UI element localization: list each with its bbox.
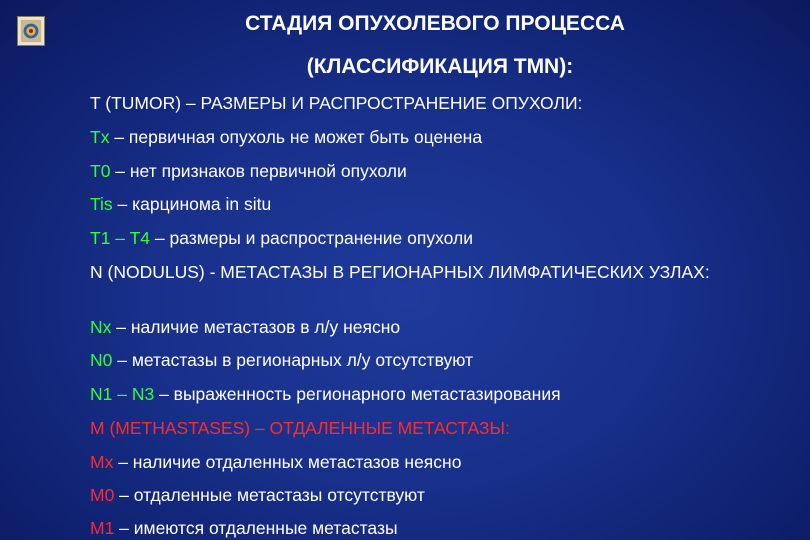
section-heading-n [90, 262, 770, 282]
item-text: – первичная опухоль не может быть оценена [109, 127, 483, 147]
item-text: – карцинома in situ [112, 194, 272, 214]
list-item-nx [90, 317, 780, 337]
section-heading-t [90, 93, 780, 113]
page-title: СТАДИЯ ОПУХОЛЕВОГО ПРОЦЕССА [245, 12, 625, 35]
item-code: N0 [90, 350, 113, 370]
list-item-n0 [90, 350, 780, 370]
item-code: N1 – N3 [90, 384, 155, 404]
list-item-t1-t4 [90, 228, 780, 248]
item-text: – имеются отдаленные метастазы [114, 518, 398, 538]
item-code: Tis [90, 194, 113, 214]
list-item-mx [90, 452, 780, 472]
item-code: T0 [90, 161, 111, 181]
section-heading-m [90, 418, 780, 438]
list-item-tis [90, 194, 780, 214]
list-item-m0 [90, 485, 780, 505]
heading-text: T (TUMOR) – РАЗМЕРЫ И РАСПРОСТРАНЕНИЕ ОПУХОЛИ: [90, 93, 583, 113]
heading-text: M (METHASTASES) – ОТДАЛЕННЫЕ МЕТАСТАЗЫ: [90, 418, 510, 438]
item-text: – наличие отдаленных метастазов неясно [113, 452, 462, 472]
item-text: – отдаленные метастазы отсутствуют [114, 485, 425, 505]
list-item-t0 [90, 161, 780, 181]
item-text: – наличие метастазов в л/у неясно [111, 317, 401, 337]
heading-text: N (NODULUS) - МЕТАСТАЗЫ В РЕГИОНАРНЫХ ЛИМФАТИЧЕСКИХ УЗЛАХ: [90, 262, 710, 282]
item-code: T1 – T4 [90, 228, 150, 248]
page-subtitle: (КЛАССИФИКАЦИЯ TMN): [306, 55, 574, 78]
item-code: Nx [90, 317, 112, 337]
list-item-m1 [90, 518, 780, 538]
list-item-n1-n3 [90, 384, 780, 404]
item-code: M1 [90, 518, 115, 538]
item-text: – нет признаков первичной опухоли [110, 161, 407, 181]
item-code: M0 [90, 485, 115, 505]
item-text: – размеры и распространение опухоли [150, 228, 473, 248]
item-code: Mx [90, 452, 114, 472]
list-item-tx [90, 127, 780, 147]
item-text: – метастазы в регионарных л/у отсутствуют [112, 350, 473, 370]
item-code: Tx [90, 127, 110, 147]
item-text: – выраженность регионарного метастазирования [154, 384, 561, 404]
